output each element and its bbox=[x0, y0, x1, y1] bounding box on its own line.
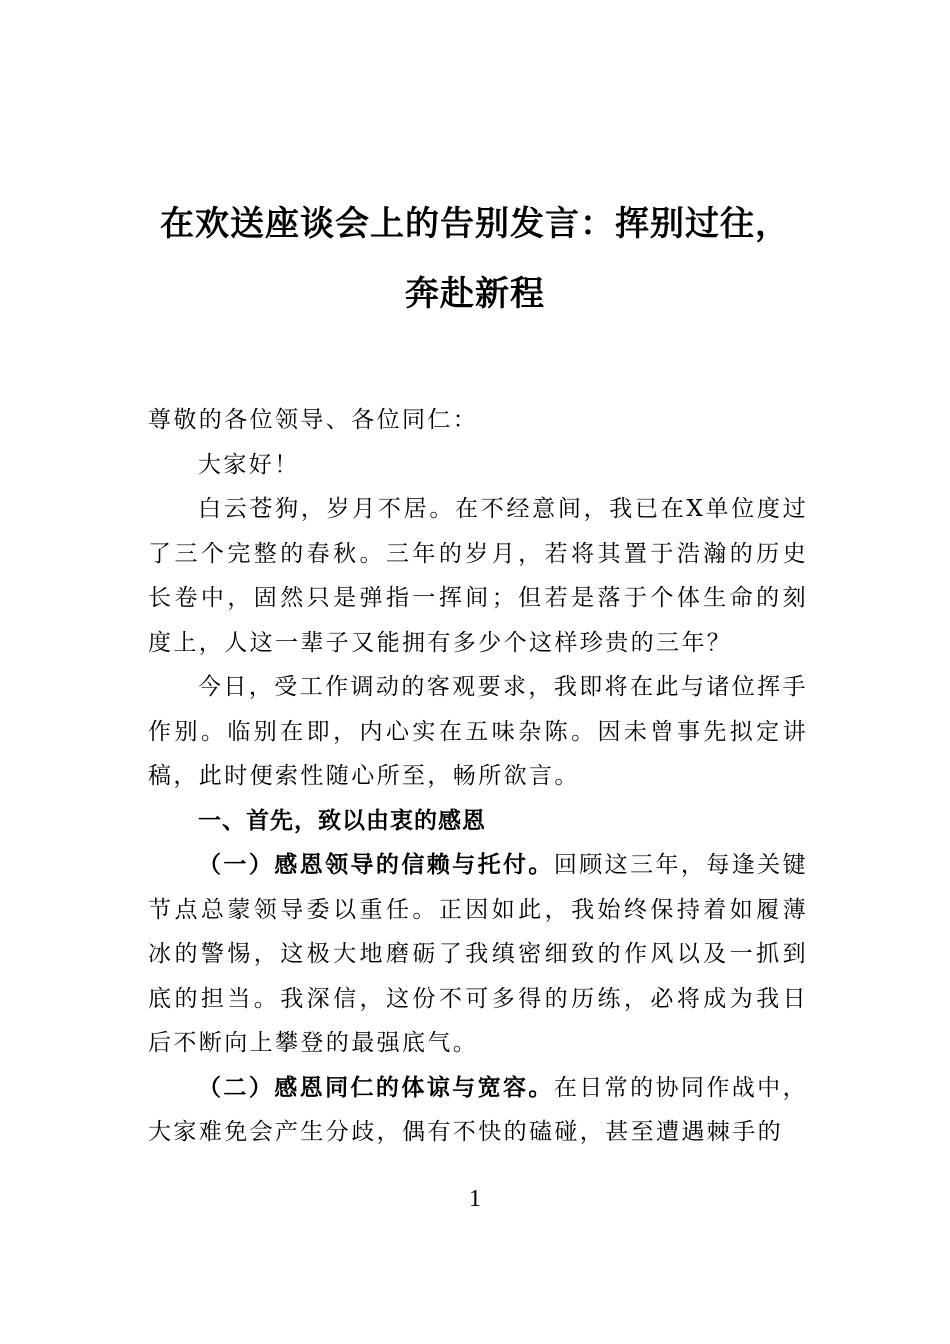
page-number: 1 bbox=[469, 1186, 481, 1212]
item-2-paragraph bbox=[148, 1066, 808, 1155]
greeting: 大家好！ bbox=[198, 451, 300, 478]
item-2-text: 在日常的协同作战中，大家难免会产生分歧，偶有不快的磕碰，甚至遭遇棘手的 bbox=[148, 1074, 808, 1145]
document-body bbox=[148, 398, 808, 1155]
paragraph-1: 白云苍狗，岁月不居。在不经意间，我已在X单位度过了三个完整的春秋。三年的岁月，若将其置于浩瀚的历史长卷中，固然只是弹指一挥间；但若是落于个体生命的刻度上，人这一辈子又能拥有多少个这样珍贵的三年？ bbox=[148, 496, 808, 656]
section-heading-1: 一、首先，致以由衷的感恩 bbox=[198, 807, 486, 834]
item-1-lead: （一）感恩领导的信赖与托付。 bbox=[198, 852, 554, 878]
item-1-text: 回顾这三年，每逢关键节点总蒙领导委以重任。正因如此，我始终保持着如履薄冰的警惕，这极大地磨砺了我缜密细致的作风以及一抓到底的担当。我深信，这份不可多得的历练，必将成为我日后不断向上攀登的最强底气。 bbox=[148, 852, 808, 1056]
paragraph-2: 今日，受工作调动的客观要求，我即将在此与诸位挥手作别。临别在即，内心实在五味杂陈。因未曾事先拟定讲稿，此时便索性随心所至，畅所欲言。 bbox=[148, 674, 808, 789]
document-title-line-1: 在欢送座谈会上的告别发言：挥别过往， bbox=[160, 204, 790, 244]
item-1-paragraph bbox=[148, 843, 808, 1066]
item-2-lead: （二）感恩同仁的体谅与宽容。 bbox=[198, 1074, 554, 1101]
document-title-line-2: 奔赴新程 bbox=[405, 274, 545, 314]
salutation: 尊敬的各位领导、各位同仁： bbox=[148, 407, 479, 433]
